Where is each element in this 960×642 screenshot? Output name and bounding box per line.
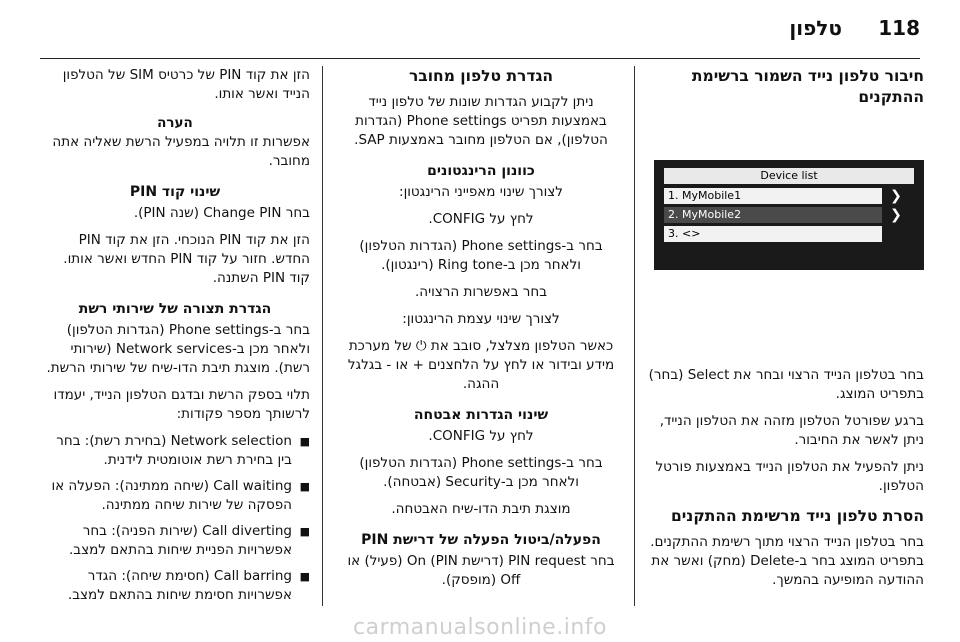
subheading-network-services: הגדרת תצורה של שירותי רשת <box>78 301 272 317</box>
paragraph: בחר ב-Phone settings (הגדרות הטלפון) ולאחר מכן ב-Security (אבטחה). <box>359 455 603 490</box>
column-left <box>40 66 310 612</box>
paragraph: לצורך שינוי עצמת הרינגטון: <box>402 311 560 327</box>
note-text: אפשרות זו תלויה במפעיל הרשת שאליה אתה מחובר. <box>52 134 310 169</box>
list-item: ■ Call barring (חסימת שיחה): הגדר אפשרויות חסימת שיחות בהתאם למצב. <box>40 567 310 605</box>
subheading-ringtone: כוונון הרינגטונים <box>427 163 535 179</box>
paragraph: לצורך שינוי מאפייני הרינגטון: <box>399 184 563 200</box>
section-heading-remove: הסרת טלפון נייד מרשימת ההתקנים <box>670 507 924 525</box>
column-right <box>648 66 924 598</box>
paragraph: בחר בטלפון הנייד הרצוי מתוך רשימת ההתקנים. בתפריט המוצג בחר ב-Delete (מחק) ואשר את ההודעה המופיעה בהמשך. <box>650 534 924 588</box>
list-item: ■ Network selection (בחירת רשת): בחר בין בחירת רשת אוטומטית לידנית. <box>40 432 310 470</box>
column-divider-1 <box>634 66 635 606</box>
network-commands-list <box>40 432 310 605</box>
subheading-security: שינוי הגדרות אבטחה <box>413 407 549 423</box>
section-heading-settings: הגדרת טלפון מחובר <box>408 67 554 85</box>
chevron-right-icon: ❯ <box>890 188 902 204</box>
paragraph: בחר בטלפון הנייד הרצוי ובחר את Select (בחר) בתפריט המוצג. <box>648 367 924 402</box>
chevron-right-icon: ❯ <box>890 207 902 223</box>
paragraph: הזן את קוד PIN של כרטיס SIM של הטלפון הנייד ואשר אותו. <box>62 67 310 102</box>
paragraph: בחר באפשרות הרצויה. <box>414 284 548 300</box>
device-list-item-selected: 2. MyMobile2 ❯ <box>664 207 882 223</box>
device-list-item: 3. <> <box>664 226 882 242</box>
list-item: ■ Call diverting (שירות הפניה): בחר אפשרויות הפניית שיחות בהתאם למצב. <box>40 522 310 560</box>
page-title: טלפון <box>789 16 842 40</box>
paragraph: בחר ב-Phone settings (הגדרות הטלפון) ולאחר מכן ב-Ring tone (רינגטון). <box>359 238 603 273</box>
paragraph: בחר PIN request (דרישת PIN) On (פעיל) או Off (מופסק). <box>347 553 615 588</box>
section-heading-connect: חיבור טלפון נייד השמור ברשימת ההתקנים <box>691 67 924 106</box>
subheading-pin-request: הפעלה/ביטול הפעלה של דרישת PIN <box>361 532 601 548</box>
page-header <box>0 0 960 46</box>
device-list-item: 1. MyMobile1 ❯ <box>664 188 882 204</box>
paragraph: בחר ב-Phone settings (הגדרות הטלפון) ולאחר מכן ב-Network services (שירותי רשת). מוצגת תיבת הדו-שיח של שירותי הרשת. <box>46 322 310 376</box>
paragraph: בחר Change PIN (שנה PIN). <box>133 205 310 221</box>
paragraph: לחץ על CONFIG. <box>428 428 534 444</box>
paragraph: ניתן להפעיל את הטלפון הנייד באמצעות פורטל הטלפון. <box>655 459 924 494</box>
paragraph: מוצגת תיבת הדו-שיח האבטחה. <box>391 501 571 517</box>
list-item: ■ Call waiting (שיחה ממתינה): הפעלה או הפסקה של שירות שיחה ממתינה. <box>40 477 310 515</box>
column-middle <box>340 66 622 598</box>
watermark: carmanualsonline.info <box>353 615 607 640</box>
paragraph: הזן את קוד PIN הנוכחי. הזן את קוד PIN החדש. חזור על קוד PIN החדש ואשר אותו. קוד PIN השתנה. <box>63 232 310 286</box>
paragraph: תלוי בספק הרשת ובדגם הטלפון הנייד, יעמדו לרשותך מספר פקודות: <box>53 387 310 422</box>
device-list-screenshot <box>654 160 924 270</box>
paragraph: ניתן לקבוע הגדרות שונות של טלפון נייד באמצעות תפריט Phone settings (הגדרות הטלפון), אם הטלפון מחובר באמצעות SAP. <box>354 94 608 148</box>
subheading-change-pin: שינוי קוד PIN <box>129 184 221 200</box>
paragraph: לחץ על CONFIG. <box>428 211 534 227</box>
paragraph: כאשר הטלפון מצלצל, סובב את ⏻ של מערכת מידע ובידור או לחץ על הלחצנים + או - בגלגל ההגה. <box>347 338 615 392</box>
page-number: 118 <box>878 16 920 40</box>
note-title: הערה <box>157 115 193 131</box>
device-list-title: Device list <box>664 168 914 184</box>
paragraph: ברגע שפורטל הטלפון מזהה את הטלפון הנייד, ניתן לאשר את החיבור. <box>659 413 924 448</box>
header-divider <box>40 58 920 59</box>
column-divider-2 <box>322 66 323 606</box>
